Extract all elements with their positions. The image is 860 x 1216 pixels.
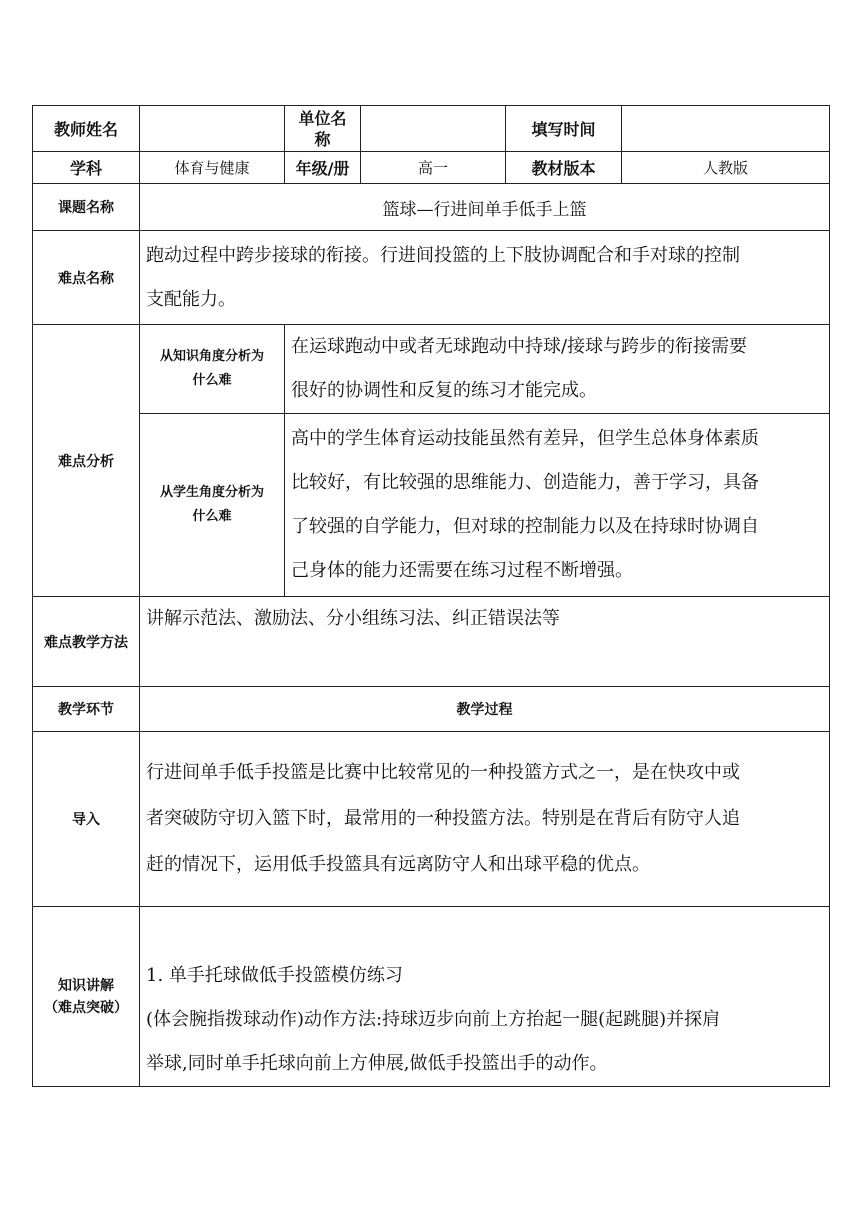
knowledge-angle-label-line1: 从知识角度分析为 xyxy=(159,349,264,364)
knowledge-label-line1: 知识讲解 xyxy=(58,977,114,994)
subject-label: 学科 xyxy=(33,152,140,184)
student-angle-line: 比较好，有比较强的思维能力、创造能力，善于学习，具备 xyxy=(291,472,759,493)
knowledge-row xyxy=(33,907,830,1087)
intro-line: 行进间单手低手投篮是比赛中比较常见的一种投篮方式之一，是在快攻中或 xyxy=(146,762,740,783)
knowledge-line: 1. 单手托球做低手投篮模仿练习 xyxy=(146,965,403,986)
fill-time-value xyxy=(622,106,830,152)
intro-line: 赶的情况下，运用低手投篮具有远离防守人和出球平稳的优点。 xyxy=(146,854,650,875)
intro-text xyxy=(140,732,830,907)
difficulty-text xyxy=(140,231,830,325)
student-angle-line: 了较强的自学能力，但对球的控制能力以及在持球时协调自 xyxy=(291,516,759,537)
knowledge-angle-text xyxy=(285,325,830,414)
fill-time-label: 填写时间 xyxy=(506,106,622,152)
unit-name-label-line1: 单位名 xyxy=(298,108,347,128)
edition-value: 人教版 xyxy=(622,152,830,184)
intro-row xyxy=(33,732,830,907)
intro-label: 导入 xyxy=(33,732,140,907)
grade-label: 年级/册 xyxy=(285,152,361,184)
unit-name-value xyxy=(361,106,506,152)
lesson-plan-table xyxy=(32,105,830,1087)
difficulty-line: 跑动过程中跨步接球的衔接。行进间投篮的上下肢协调配合和手对球的控制 xyxy=(146,244,740,266)
header-row-2 xyxy=(33,152,830,184)
analysis-label: 难点分析 xyxy=(33,325,140,597)
student-angle-line: 高中的学生体育运动技能虽然有差异，但学生总体身体素质 xyxy=(291,428,759,449)
header-row-1 xyxy=(33,106,830,152)
method-label: 难点教学方法 xyxy=(33,597,140,687)
difficulty-label: 难点名称 xyxy=(33,231,140,325)
lesson-title-label: 课题名称 xyxy=(33,184,140,231)
knowledge-text xyxy=(140,907,830,1087)
unit-name-label xyxy=(285,106,361,152)
knowledge-label xyxy=(33,907,140,1087)
difficulty-line: 支配能力。 xyxy=(146,288,236,310)
method-text: 讲解示范法、激励法、分小组练习法、纠正错误法等 xyxy=(140,597,830,687)
student-angle-text xyxy=(285,414,830,597)
knowledge-angle-line: 在运球跑动中或者无球跑动中持球/接球与跨步的衔接需要 xyxy=(291,336,748,357)
process-header-row xyxy=(33,687,830,732)
analysis-knowledge-row xyxy=(33,325,830,414)
lesson-title-value: 篮球—行进间单手低手上篮 xyxy=(140,184,830,231)
knowledge-label-line2: （难点突破） xyxy=(44,999,128,1016)
stage-label: 教学环节 xyxy=(33,687,140,732)
method-row xyxy=(33,597,830,687)
grade-value: 高一 xyxy=(361,152,506,184)
student-angle-label-line2: 什么难 xyxy=(192,509,232,524)
lesson-title-row xyxy=(33,184,830,231)
knowledge-line: 举球,同时单手托球向前上方伸展,做低手投篮出手的动作。 xyxy=(146,1053,608,1074)
intro-line: 者突破防守切入篮下时，最常用的一种投篮方法。特别是在背后有防守人追 xyxy=(146,808,740,829)
process-label: 教学过程 xyxy=(140,687,830,732)
student-angle-label-line1: 从学生角度分析为 xyxy=(159,485,264,500)
edition-label: 教材版本 xyxy=(506,152,622,184)
knowledge-angle-label-line2: 什么难 xyxy=(192,373,232,388)
teacher-name-label: 教师姓名 xyxy=(33,106,140,152)
knowledge-angle-line: 很好的协调性和反复的练习才能完成。 xyxy=(291,380,597,401)
knowledge-angle-label xyxy=(140,325,285,414)
difficulty-row xyxy=(33,231,830,325)
student-angle-line: 己身体的能力还需要在练习过程不断增强。 xyxy=(291,560,633,581)
teacher-name-value xyxy=(140,106,285,152)
unit-name-label-line2: 称 xyxy=(314,129,331,149)
analysis-student-row xyxy=(33,414,830,597)
subject-value: 体育与健康 xyxy=(140,152,285,184)
student-angle-label xyxy=(140,414,285,597)
knowledge-line: (体会腕指拨球动作)动作方法:持球迈步向前上方抬起一腿(起跳腿)并探肩 xyxy=(146,1009,721,1030)
